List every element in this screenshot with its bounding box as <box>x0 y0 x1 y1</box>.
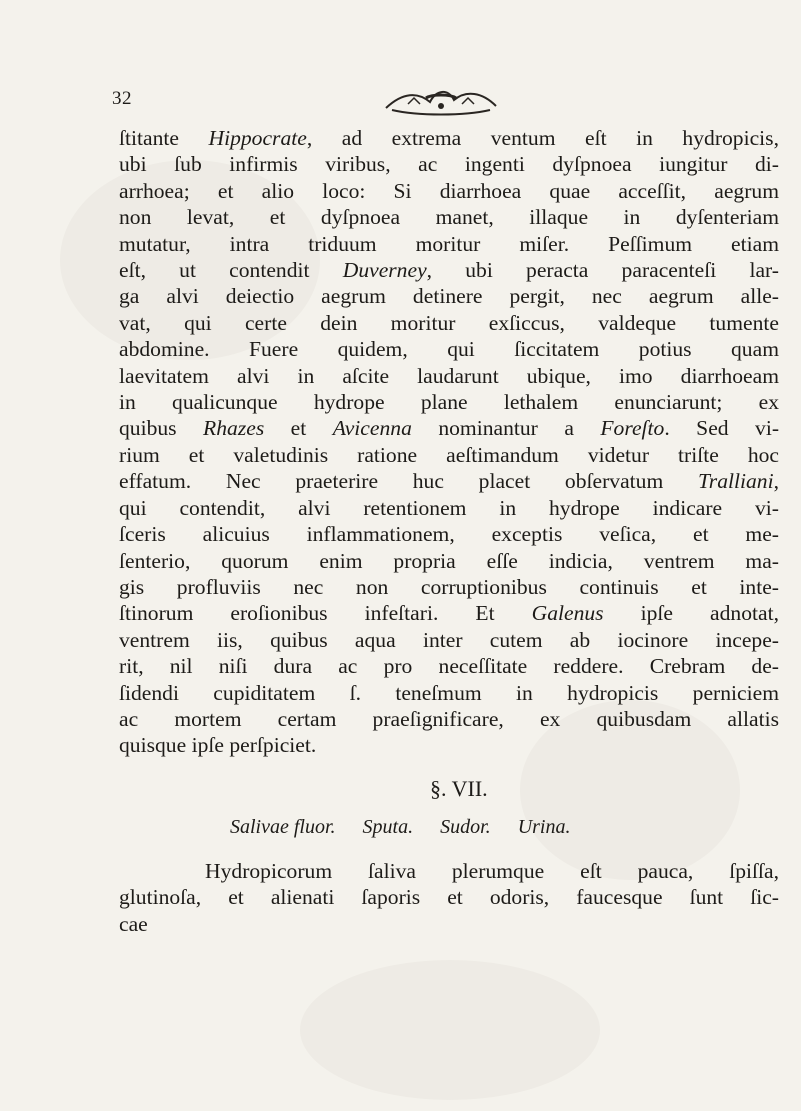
italic-name: Tralliani <box>697 469 774 494</box>
text-line <box>119 884 779 910</box>
text-run: ga alvi deiectio aegrum detinere pergit, nec aegrum alle- <box>119 284 779 309</box>
text-run: ipſe adnotat, <box>603 601 779 626</box>
text-run: , ad extrema ventum eſt in hydropicis, <box>306 126 779 150</box>
paper-stain <box>300 960 600 1100</box>
text-run: ſidendi cupiditatem ſ. teneſmum in hydropicis perniciem <box>119 680 779 705</box>
text-run: qui contendit, alvi retentionem in hydrope indicare vi- <box>119 495 779 520</box>
text-line <box>119 706 779 732</box>
text-line <box>119 627 779 653</box>
text-line <box>119 204 779 230</box>
text-run: glutinoſa, et alienati ſaporis et odoris, faucesque ſunt ſic- <box>119 885 779 910</box>
text-line <box>119 495 779 521</box>
text-run: ſenterio, quorum enim propria eſſe indicia, ventrem ma- <box>119 548 779 573</box>
section-subtitle <box>230 816 690 839</box>
section-number: §. VII. <box>430 776 488 801</box>
text-run: arrhoea; et alio loco: Si diarrhoea quae acceſſit, aegrum <box>119 178 779 203</box>
text-run: Hydropicorum ſaliva plerumque eſt pauca, ſpiſſa, <box>205 859 779 883</box>
text-line <box>119 442 779 468</box>
text-line <box>119 858 779 884</box>
text-line <box>119 468 779 494</box>
text-run: . Sed vi- <box>664 416 780 441</box>
text-run: et <box>264 416 333 441</box>
text-line <box>119 521 779 547</box>
text-run: nominantur a <box>411 416 601 441</box>
second-paragraph <box>119 858 779 937</box>
text-line <box>119 125 779 151</box>
text-line <box>119 415 779 441</box>
text-run: eſt, ut contendit <box>119 258 343 283</box>
section-title-item: Salivae fluor. <box>230 816 336 838</box>
text-line <box>119 732 779 758</box>
text-run: quibus <box>119 416 204 441</box>
italic-name: Foreſto <box>600 416 665 441</box>
italic-name: Avicenna <box>332 416 412 441</box>
text-run: ventrem iis, quibus aqua inter cutem ab iocinore incepe- <box>119 627 779 652</box>
text-run: , ubi peracta paracenteſi lar- <box>426 258 779 283</box>
text-line <box>119 363 779 389</box>
text-line <box>119 653 779 679</box>
italic-name: Duverney <box>342 258 427 283</box>
section-title-item: Sudor. <box>440 816 491 838</box>
text-run: ſceris alicuius inflammationem, exceptis veſica, et me- <box>119 522 779 547</box>
header-ornament <box>378 82 504 118</box>
text-run: ſtitante <box>119 126 209 150</box>
text-line <box>119 283 779 309</box>
section-title-item: Urina. <box>517 816 571 838</box>
text-line <box>119 310 779 336</box>
page-number: 32 <box>112 88 132 109</box>
text-line <box>119 389 779 415</box>
text-line <box>119 574 779 600</box>
text-run: mutatur, intra triduum moritur miſer. Peſſimum etiam <box>119 231 779 256</box>
text-line <box>119 151 779 177</box>
italic-name: Rhazes <box>203 416 265 441</box>
main-paragraph <box>119 125 779 759</box>
text-run: non levat, et dyſpnoea manet, illaque in dyſenteriam <box>119 205 779 230</box>
text-run: gis profluviis nec non corruptionibus continuis et inte- <box>119 574 779 599</box>
text-run: ac mortem certam praeſignificare, ex quibusdam allatis <box>119 706 779 731</box>
text-run: rium et valetudinis ratione aeſtimandum videtur triſte hoc <box>119 442 779 467</box>
text-run: in qualicunque hydrope plane lethalem enunciarunt; ex <box>119 390 779 415</box>
text-line <box>119 911 779 937</box>
text-line <box>119 336 779 362</box>
text-line <box>119 600 779 626</box>
text-line <box>119 178 779 204</box>
text-run: quisque ipſe perſpiciet. <box>119 733 317 758</box>
text-run: , <box>773 469 779 494</box>
text-line <box>119 548 779 574</box>
italic-name: Hippocrate <box>208 126 307 150</box>
text-run: cae <box>119 911 148 936</box>
text-run: abdomine. Fuere quidem, qui ſiccitatem potius quam <box>119 337 779 362</box>
text-line <box>119 257 779 283</box>
text-run: effatum. Nec praeterire huc placet obſervatum <box>119 469 698 494</box>
italic-name: Galenus <box>531 601 604 626</box>
text-run: ſtinorum eroſionibus infeſtari. Et <box>119 601 532 626</box>
section-title-item: Sputa. <box>362 816 414 838</box>
text-line <box>119 231 779 257</box>
text-run: vat, qui certe dein moritur exſiccus, valdeque tumente <box>119 310 779 335</box>
text-run: ubi ſub infirmis viribus, ac ingenti dyſpnoea iungitur di- <box>119 152 779 177</box>
text-run: laevitatem alvi in aſcite laudarunt ubique, imo diarrhoeam <box>119 363 779 388</box>
text-line <box>119 680 779 706</box>
text-run: rit, nil niſi dura ac pro neceſſitate reddere. Crebram de- <box>119 654 779 679</box>
